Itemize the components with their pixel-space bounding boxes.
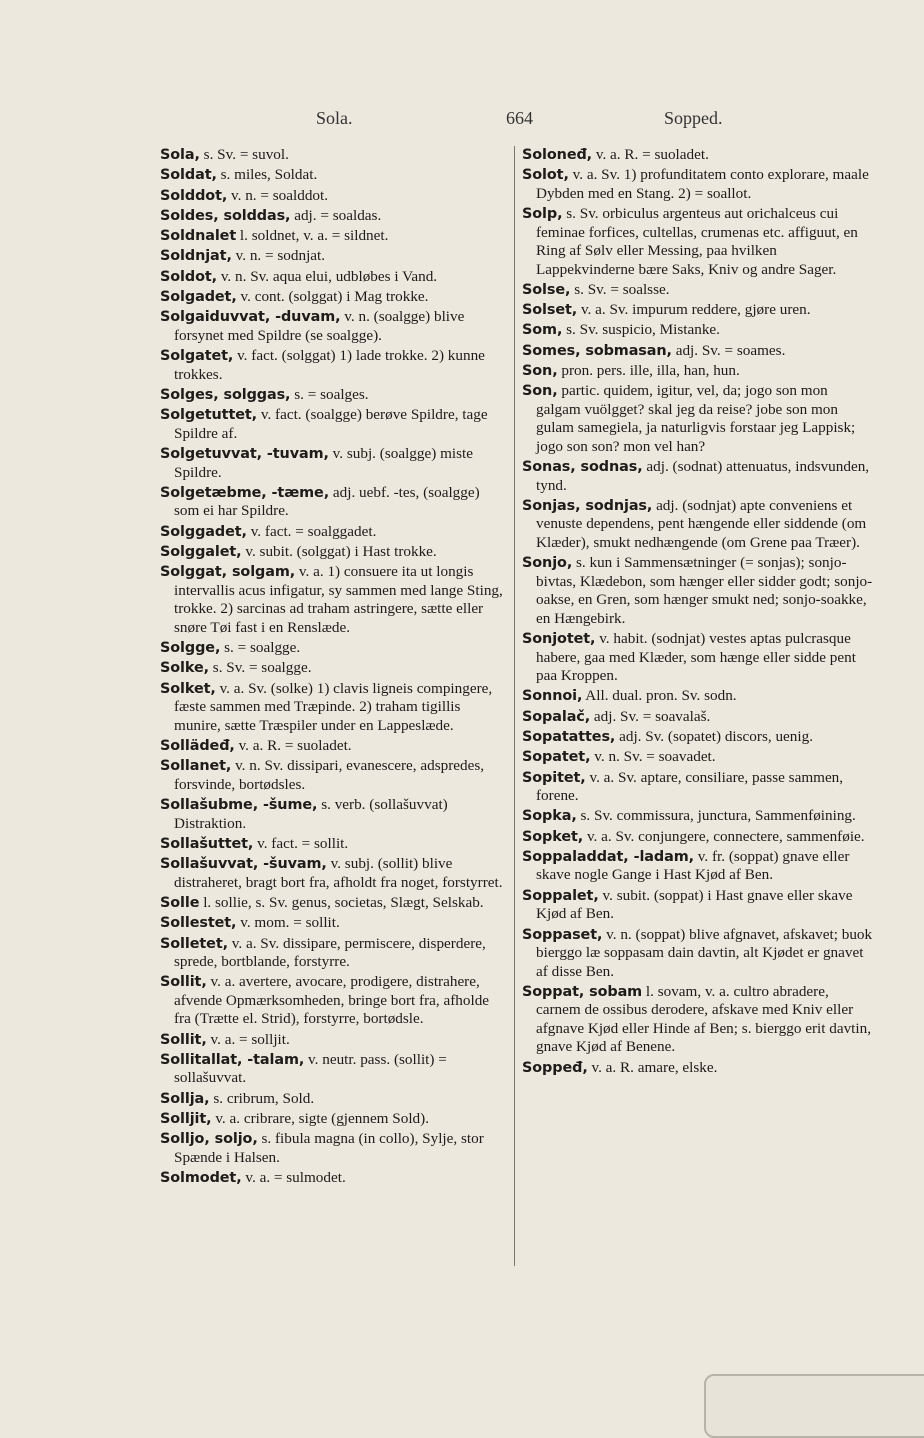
entry-definition: All. dual. pron. Sv. sodn. xyxy=(582,687,737,705)
dictionary-entry xyxy=(522,362,874,381)
dictionary-entry xyxy=(522,769,874,806)
entry-headword: Solljit, xyxy=(160,1111,212,1127)
entry-definition: pron. pers. ille, illa, han, hun. xyxy=(557,362,740,380)
entry-headword: Sopitet, xyxy=(522,769,586,786)
dictionary-entry xyxy=(522,166,874,203)
entry-definition: v. a. Sv. 1) profunditatem conto explorare, maale Dybden med en Stang. 2) = soallot. xyxy=(536,166,869,202)
entry-definition: adj. (sodnjat) apte conveniens et venuste dependens, pent hængende eller siddende (om Klæder), smukt nedhængende (om Grene paa Træer). xyxy=(536,496,867,551)
entry-headword: Sonas, sodnas, xyxy=(522,459,643,476)
dictionary-entry xyxy=(160,1110,508,1129)
dictionary-entry xyxy=(160,914,508,933)
entry-headword: Soppalet, xyxy=(522,887,599,904)
entry-definition: v. a. R. = suoladet. xyxy=(592,146,709,163)
entry-definition: partic. quidem, igitur, vel, da; jogo son mon galgam vuölgget? skal jeg da reise? jobe son mon gulam samegiela, ja naturligvis forstaar jeg Lappisk; jogo son son? mon vel han? xyxy=(536,382,856,455)
entry-definition: s. Sv. = soalsse. xyxy=(570,280,670,298)
entry-headword: Solke, xyxy=(160,660,209,677)
entry-headword: Somes, sobmasan, xyxy=(522,342,672,359)
dictionary-entry xyxy=(160,1169,508,1188)
page-tab-decoration xyxy=(704,1374,924,1438)
dictionary-entry xyxy=(160,737,508,756)
dictionary-entry xyxy=(160,288,508,307)
dictionary-entry xyxy=(522,281,874,300)
entry-definition: v. n. = soalddot. xyxy=(227,186,329,204)
entry-headword: Solle xyxy=(160,894,200,911)
dictionary-entry xyxy=(522,554,874,628)
entry-definition: v. a. 1) consuere ita ut longis intervallis acus infigatur, sy sammen med lange Sting, trokke. 2) sarcinas ad traham astringere, sætte eller snøre Tøi fast i en Renslæde. xyxy=(174,563,503,636)
entry-headword: Solljo, soljo, xyxy=(160,1131,258,1148)
entry-headword: Solgadet, xyxy=(160,289,237,306)
entry-headword: Solges, solggas, xyxy=(160,386,291,403)
entry-headword: Sollja, xyxy=(160,1090,210,1107)
entry-definition: l. sollie, s. Sv. genus, societas, Slægt, Selskab. xyxy=(199,893,484,911)
entry-headword: Solgge, xyxy=(160,640,221,657)
entry-definition: v. subit. (soppat) i Hast gnave eller skave Kjød af Ben. xyxy=(536,886,853,923)
dictionary-entry xyxy=(160,146,508,165)
entry-definition: adj. (sodnat) attenuatus, indsvunden, tynd. xyxy=(536,458,870,494)
dictionary-entry xyxy=(522,205,874,279)
entry-definition: v. subj. (sollit) blive distraheret, bragt bort fra, afholdt fra noget, forstyrret. xyxy=(174,855,503,891)
entry-headword: Soloneđ, xyxy=(522,147,593,163)
dictionary-entry xyxy=(160,484,508,521)
entry-definition: s. Sv. orbiculus argenteus aut orichalceus cui feminae forfices, cultellas, crumenas etc. affiguut, en Ring af Sølv eller Messing, paa hvilken Lappekvinderne bære Saks, Kniv og andre Sager. xyxy=(536,205,858,278)
dictionary-entry xyxy=(160,227,508,246)
entry-definition: v. fact. = sollit. xyxy=(253,834,349,852)
entry-definition: v. n. Sv. aqua elui, udbløbes i Vand. xyxy=(217,267,438,285)
entry-definition: adj. Sv. = soames. xyxy=(671,341,786,359)
dictionary-entry xyxy=(522,848,874,885)
dictionary-entry xyxy=(160,639,508,658)
entry-headword: Solot, xyxy=(522,167,569,184)
entry-headword: Solp, xyxy=(522,206,563,223)
entry-definition: adj. = soaldas. xyxy=(290,206,382,224)
dictionary-entry xyxy=(522,301,874,320)
dictionary-entry xyxy=(160,1090,508,1109)
entry-definition: v. a. = sulmodet. xyxy=(241,1169,346,1187)
left-column xyxy=(160,146,508,1189)
entry-headword: Sopatet, xyxy=(522,749,591,766)
entry-definition: v. a. Sv. (solke) 1) clavis ligneis compingere, fæste sammen med Træpinde. 2) traham tigillis munire, sætte Træspiler under en Lappeslæde. xyxy=(174,679,493,734)
entry-definition: v. n. Sv. = soavadet. xyxy=(590,748,716,766)
dictionary-entry xyxy=(522,887,874,924)
entry-headword: Solket, xyxy=(160,680,216,697)
entry-headword: Soldat, xyxy=(160,167,217,184)
entry-definition: s. Sv. = soalgge. xyxy=(209,659,312,677)
dictionary-entry xyxy=(522,807,874,826)
dictionary-entry xyxy=(160,166,508,185)
dictionary-entry xyxy=(160,386,508,405)
entry-headword: Som, xyxy=(522,322,563,339)
entry-definition: v. n. Sv. dissipari, evanescere, adspredes, forsvinde, bortødsles. xyxy=(174,757,485,793)
entry-headword: Sopket, xyxy=(522,828,584,845)
entry-headword: Solgetuttet, xyxy=(160,407,258,424)
dictionary-entry xyxy=(160,973,508,1029)
dictionary-entry xyxy=(160,757,508,794)
entry-headword: Sollit, xyxy=(160,1031,207,1048)
entry-definition: adj. uebf. -tes, (soalgge) som ei har Spildre. xyxy=(174,483,480,520)
entry-definition: v. mom. = sollit. xyxy=(236,914,340,932)
entry-definition: v. a. Sv. dissipare, permiscere, disperdere, sprede, bortblande, forstyrre. xyxy=(174,934,486,971)
entry-definition: s. Sv. suspicio, Mistanke. xyxy=(562,321,720,339)
dictionary-entry xyxy=(160,563,508,637)
entry-definition: v. subit. (solggat) i Hast trokke. xyxy=(241,542,437,560)
entry-headword: Sonjotet, xyxy=(522,631,596,648)
dictionary-entry xyxy=(160,247,508,266)
dictionary-entry xyxy=(160,1130,508,1167)
entry-definition: v. habit. (sodnjat) vestes aptas pulcrasque habere, gaa med Klæder, som hænge eller sidde pent paa Kroppen. xyxy=(536,630,856,685)
entry-headword: Sopka, xyxy=(522,808,577,825)
dictionary-entry xyxy=(160,894,508,913)
dictionary-entry xyxy=(522,497,874,553)
dictionary-entry xyxy=(522,321,874,340)
entry-definition: v. cont. (solggat) i Mag trokke. xyxy=(236,288,429,306)
entry-headword: Sollestet, xyxy=(160,915,237,932)
entry-headword: Sollašuvvat, -šuvam, xyxy=(160,856,327,873)
entry-headword: Soppaladdat, -ladam, xyxy=(522,848,694,865)
dictionary-entry xyxy=(160,347,508,384)
entry-headword: Soppaset, xyxy=(522,926,603,943)
dictionary-entry xyxy=(160,680,508,736)
entry-definition: l. soldnet, v. a. = sildnet. xyxy=(236,227,389,245)
dictionary-entry xyxy=(160,1031,508,1050)
entry-definition: v. subj. (soalgge) miste Spildre. xyxy=(174,445,473,481)
entry-definition: v. a. Sv. impurum reddere, gjøre uren. xyxy=(577,301,811,319)
entry-definition: v. a. R. amare, elske. xyxy=(587,1058,718,1076)
entry-headword: Soldes, solddas, xyxy=(160,207,291,224)
entry-definition: v. fact. (solggat) 1) lade trokke. 2) kunne trokkes. xyxy=(174,347,485,383)
dictionary-entry xyxy=(160,406,508,443)
page-number: 664 xyxy=(506,108,533,128)
dictionary-entry xyxy=(160,543,508,562)
entry-definition: v. n. (soalgge) blive forsynet med Spildre (se soalgge). xyxy=(174,308,465,344)
entry-headword: Sopalač, xyxy=(522,708,591,725)
dictionary-entry xyxy=(160,187,508,206)
entry-headword: Sola, xyxy=(160,147,200,163)
dictionary-entry xyxy=(522,748,874,767)
entry-definition: v. a. R. = suoladet. xyxy=(234,736,352,754)
entry-definition: s. = soalgge. xyxy=(220,639,301,657)
dictionary-entry xyxy=(160,935,508,972)
entry-headword: Solgatet, xyxy=(160,348,234,365)
entry-headword: Solse, xyxy=(522,281,571,298)
entry-definition: s. Sv. = suvol. xyxy=(199,146,289,163)
entry-definition: v. neutr. pass. (sollit) = sollašuvvat. xyxy=(174,1050,447,1087)
entry-headword: Sollašubme, -šume, xyxy=(160,797,318,814)
entry-definition: s. fibula magna (in collo), Sylje, stor Spænde i Halsen. xyxy=(174,1130,484,1166)
entry-definition: s. Sv. commissura, junctura, Sammenføining. xyxy=(576,807,856,825)
dictionary-entry xyxy=(522,458,874,495)
dictionary-entry xyxy=(522,687,874,706)
dictionary-entry xyxy=(160,835,508,854)
running-head-left: Sola. xyxy=(316,108,353,128)
entry-definition: l. sovam, v. a. cultro abradere, carnem de ossibus derodere, afskave med Kniv eller afgnave Kjød eller Hinde af Ben; s. bierggo erit davtin, gnave Kjød af Benene. xyxy=(536,982,872,1056)
entry-headword: Sonjo, xyxy=(522,555,573,572)
entry-headword: Soppat, sobam xyxy=(522,983,643,1000)
entry-headword: Son, xyxy=(522,383,558,400)
dictionary-entry xyxy=(522,146,874,165)
entry-definition: v. a. = solljit. xyxy=(206,1030,290,1048)
entry-headword: Sopatattes, xyxy=(522,728,616,745)
entry-headword: Sollašuttet, xyxy=(160,835,254,852)
dictionary-entry xyxy=(160,1051,508,1088)
dictionary-entry xyxy=(522,728,874,747)
entry-headword: Soppeđ, xyxy=(522,1059,588,1076)
dictionary-entry xyxy=(160,445,508,482)
running-head-right: Sopped. xyxy=(664,108,723,128)
dictionary-entry xyxy=(522,342,874,361)
entry-definition: v. fr. (soppat) gnave eller skave nogle Gange i Hast Kjød af Ben. xyxy=(536,847,850,884)
entry-headword: Soldnjat, xyxy=(160,248,232,265)
entry-definition: v. n. (soppat) blive afgnavet, afskavet; buok bierggo læ soppasam dain davtin, alt Kjødet er gnavet af disse Ben. xyxy=(536,925,873,980)
dictionary-entry xyxy=(522,828,874,847)
dictionary-entry xyxy=(160,523,508,542)
entry-headword: Solgetæbme, -tæme, xyxy=(160,484,330,501)
dictionary-entry xyxy=(160,796,508,833)
entry-definition: v. n. = sodnjat. xyxy=(231,247,326,265)
entry-definition: adj. Sv. = soavalaš. xyxy=(590,707,711,725)
entry-headword: Sollit, xyxy=(160,974,207,991)
entry-headword: Sollädeđ, xyxy=(160,737,235,754)
dictionary-entry xyxy=(160,268,508,287)
entry-headword: Solset, xyxy=(522,302,578,319)
entry-definition: s. cribrum, Sold. xyxy=(209,1089,315,1107)
entry-headword: Sollanet, xyxy=(160,758,232,775)
entry-headword: Soldot, xyxy=(160,268,218,285)
entry-definition: v. a. cribrare, sigte (gjennem Sold). xyxy=(211,1110,430,1127)
dictionary-entry xyxy=(160,207,508,226)
entry-definition: s. miles, Soldat. xyxy=(216,166,318,184)
entry-definition: v. a. avertere, avocare, prodigere, distrahere, afvende Opmærksomheden, bringe bort fra, afholde fra (Trætte el. Strid), forstyrre, bortødsle. xyxy=(174,973,490,1028)
entry-headword: Sonnoi, xyxy=(522,688,583,705)
entry-definition: s. = soalges. xyxy=(290,385,369,403)
entry-headword: Solgetuvvat, -tuvam, xyxy=(160,446,329,463)
entry-headword: Solggat, solgam, xyxy=(160,564,296,581)
dictionary-entry xyxy=(522,1059,874,1078)
entry-definition: adj. Sv. (sopatet) discors, uenig. xyxy=(615,727,813,745)
dictionary-entry xyxy=(522,630,874,686)
entry-definition: v. a. Sv. conjungere, connectere, sammenføie. xyxy=(583,827,865,845)
dictionary-entry xyxy=(522,382,874,456)
right-column xyxy=(522,146,874,1079)
dictionary-entry xyxy=(522,708,874,727)
entry-definition: v. fact. = soalggadet. xyxy=(246,522,377,540)
dictionary-entry xyxy=(160,659,508,678)
entry-headword: Solddot, xyxy=(160,187,228,204)
entry-headword: Solggalet, xyxy=(160,543,242,560)
dictionary-entry xyxy=(522,983,874,1057)
dictionary-entry xyxy=(160,855,508,892)
entry-definition: v. a. Sv. aptare, consiliare, passe sammen, forene. xyxy=(536,768,844,805)
entry-headword: Sollitallat, -talam, xyxy=(160,1051,305,1068)
column-divider xyxy=(514,146,515,1266)
entry-headword: Solggadet, xyxy=(160,523,247,540)
entry-headword: Solletet, xyxy=(160,935,228,952)
entry-definition: v. fact. (soalgge) berøve Spildre, tage Spildre af. xyxy=(174,406,488,442)
dictionary-entry xyxy=(522,926,874,982)
entry-headword: Solmodet, xyxy=(160,1170,242,1187)
entry-headword: Soldnalet xyxy=(160,228,237,245)
entry-headword: Solgaiduvvat, -duvam, xyxy=(160,309,341,326)
entry-headword: Son, xyxy=(522,363,558,380)
entry-definition: s. kun i Sammensætninger (= sonjas); sonjo-bivtas, Klædebon, som hænger eller sidder godt; sonjo-oakse, en Gren, som hænger smukt ned; sonjo-soakke, en Hængebirk. xyxy=(536,554,873,627)
entry-definition: s. verb. (sollašuvvat) Distraktion. xyxy=(174,796,448,832)
dictionary-entry xyxy=(160,308,508,345)
entry-headword: Sonjas, sodnjas, xyxy=(522,497,653,514)
